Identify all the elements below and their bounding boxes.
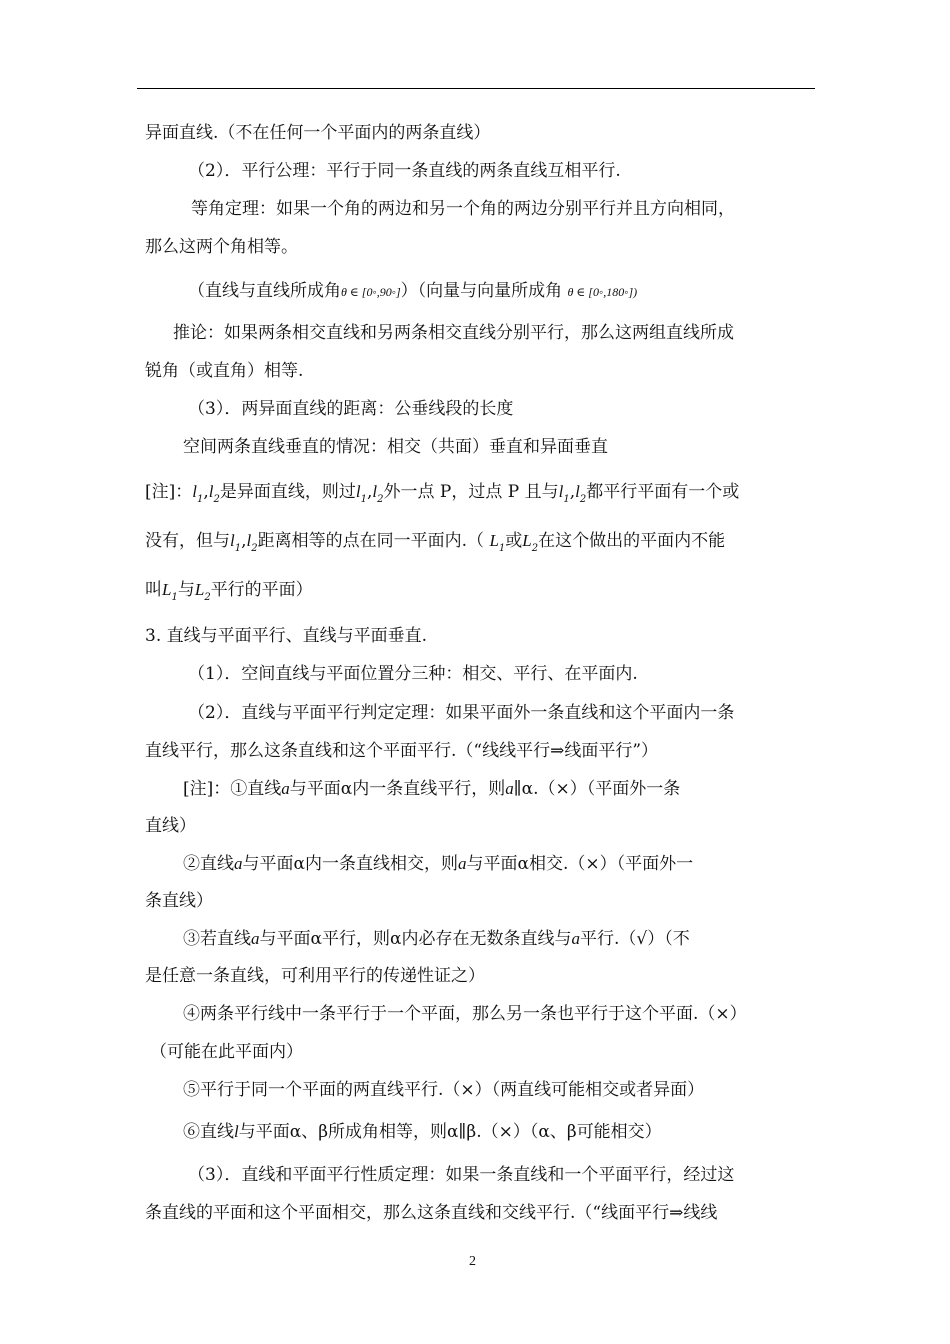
note-label: [注]： bbox=[145, 482, 193, 502]
text-line: 直线） bbox=[145, 816, 196, 836]
subscript: 2 bbox=[579, 494, 587, 505]
page-number: 2 bbox=[469, 1254, 476, 1269]
greek-alpha: α bbox=[521, 779, 534, 799]
note-item-2 bbox=[183, 853, 693, 875]
var-L: L bbox=[162, 580, 172, 599]
text-line: 条直线） bbox=[145, 891, 213, 911]
subscript: 2 bbox=[204, 592, 211, 603]
greek-alpha: α bbox=[447, 1122, 459, 1142]
text-line: 等角定理：如果一个角的两边和另一个角的两边分别平行并且方向相同， bbox=[191, 199, 735, 219]
var-L: L bbox=[489, 531, 499, 550]
text-line: （可能在此平面内） bbox=[150, 1042, 303, 1062]
text-segment: （直线与直线所成角 bbox=[188, 281, 341, 301]
text-segment: 平行的平面） bbox=[210, 580, 313, 600]
note-line bbox=[145, 481, 739, 511]
text-segment: ③若直线 bbox=[183, 929, 251, 949]
note-item-3 bbox=[183, 928, 690, 950]
greek-alpha: α bbox=[340, 779, 353, 799]
text-segment: 都平行平面有一个或 bbox=[586, 482, 740, 502]
var-a: a bbox=[234, 854, 243, 873]
var-l: l bbox=[192, 482, 197, 501]
note-line bbox=[145, 579, 313, 609]
greek-alpha: α bbox=[517, 854, 529, 874]
var-l: l bbox=[558, 482, 564, 501]
text-segment: 或 bbox=[505, 531, 523, 551]
subscript: 1 bbox=[171, 592, 178, 603]
note-item-5: ⑤平行于同一个平面的两直线平行.（×）（两直线可能相交或者异面） bbox=[183, 1080, 705, 1100]
angle-line bbox=[188, 280, 637, 303]
subscript: 2 bbox=[377, 494, 384, 505]
text-segment: 与平面 bbox=[238, 1122, 290, 1142]
comma: , bbox=[569, 482, 576, 502]
text-segment: 叫 bbox=[145, 580, 162, 600]
subscript: 2 bbox=[251, 543, 258, 554]
text-line: （2）．直线与平面平行判定定理：如果平面外一条直线和这个平面内一条 bbox=[188, 703, 735, 723]
text-line: （1）．空间直线与平面位置分三种：相交、平行、在平面内. bbox=[188, 664, 638, 684]
greek-alpha: α bbox=[538, 1122, 550, 1142]
text-line: 那么这两个角相等。 bbox=[145, 237, 298, 257]
var-l: l bbox=[372, 482, 378, 501]
greek-alpha: α bbox=[389, 929, 402, 949]
var-a: a bbox=[505, 779, 514, 798]
subscript: 2 bbox=[531, 543, 539, 554]
subscript: 1 bbox=[197, 494, 204, 505]
text-segment: .（×）（ bbox=[476, 1122, 539, 1142]
var-l: l bbox=[234, 1122, 239, 1141]
text-segment: ）（向量与向量所成角 bbox=[400, 281, 563, 301]
formula-theta-range-1: θ ∈ [0◦,90◦] bbox=[341, 285, 401, 299]
text-segment: 平行.（√）（不 bbox=[579, 929, 690, 949]
comma: , bbox=[203, 482, 209, 502]
text-segment: 在这个做出的平面内不能 bbox=[538, 531, 726, 551]
text-segment: 与 bbox=[177, 580, 195, 600]
subscript: 1 bbox=[234, 543, 242, 554]
var-l: l bbox=[575, 482, 580, 501]
text-line: 空间两条直线垂直的情况：相交（共面）垂直和异面垂直 bbox=[183, 437, 608, 457]
greek-beta: β bbox=[466, 1122, 477, 1142]
var-a: a bbox=[571, 929, 580, 948]
text-segment: 、 bbox=[549, 1122, 567, 1142]
text-segment: 内一条直线相交，则 bbox=[304, 854, 458, 874]
var-l: l bbox=[246, 531, 252, 550]
comma: , bbox=[367, 482, 373, 502]
greek-alpha: α bbox=[310, 929, 322, 949]
var-L: L bbox=[194, 580, 205, 599]
note-item-4: ④两条平行线中一条平行于一个平面，那么另一条也平行于这个平面.（×） bbox=[183, 1004, 747, 1024]
var-l: l bbox=[230, 531, 235, 550]
text-line: 直线平行，那么这条直线和这个平面平行.（“线线平行⇒线面平行”） bbox=[145, 741, 659, 761]
var-a: a bbox=[281, 779, 290, 798]
text-segment: ⑥直线 bbox=[183, 1122, 234, 1142]
text-line: 条直线的平面和这个平面相交，那么这条直线和交线平行.（“线面平行⇒线线 bbox=[145, 1203, 718, 1223]
var-L: L bbox=[522, 531, 532, 550]
text-line: （3）．两异面直线的距离：公垂线段的长度 bbox=[188, 399, 514, 419]
text-segment: 是异面直线，则过 bbox=[219, 482, 356, 502]
parallel-symbol: ∥ bbox=[513, 779, 522, 799]
parallel-symbol: ∥ bbox=[458, 1122, 467, 1142]
text-line: （2）．平行公理：平行于同一条直线的两条直线互相平行. bbox=[188, 161, 621, 181]
text-line: 推论：如果两条相交直线和另两条相交直线分别平行，那么这两组直线所成 bbox=[173, 323, 734, 343]
text-segment: 距离相等的点在同一平面内.（ bbox=[257, 531, 485, 551]
greek-beta: β bbox=[318, 1122, 329, 1142]
text-segment: [注]：①直线 bbox=[183, 779, 282, 799]
text-segment: 没有，但与 bbox=[145, 531, 230, 551]
text-segment: 与平面 bbox=[466, 854, 518, 874]
greek-beta: β bbox=[566, 1122, 577, 1142]
text-segment: 与平面 bbox=[242, 854, 294, 874]
text-segment: 内必存在无数条直线与 bbox=[401, 929, 572, 949]
comma: , bbox=[241, 531, 247, 551]
note-item-6 bbox=[183, 1121, 662, 1143]
text-line: 是任意一条直线，可利用平行的传递性证之） bbox=[145, 966, 485, 986]
text-segment: 、 bbox=[301, 1122, 319, 1142]
text-segment: 与平面 bbox=[259, 929, 311, 949]
header-rule bbox=[137, 88, 815, 89]
note-item-1 bbox=[183, 778, 680, 800]
subscript: 1 bbox=[498, 543, 506, 554]
text-segment: 与平面 bbox=[289, 779, 341, 799]
subscript: 1 bbox=[360, 494, 367, 505]
text-segment: 外一点 P，过点 P 且与 bbox=[383, 482, 559, 502]
formula-theta-range-2: θ ∈ [0◦,180◦]) bbox=[567, 285, 638, 299]
text-line: 锐角（或直角）相等. bbox=[145, 361, 304, 381]
text-line: 异面直线.（不在任何一个平面内的两条直线） bbox=[145, 123, 491, 143]
text-line: （3）．直线和平面平行性质定理：如果一条直线和一个平面平行，经过这 bbox=[188, 1165, 735, 1185]
text-segment: ②直线 bbox=[183, 854, 234, 874]
text-segment: 可能相交） bbox=[576, 1122, 662, 1142]
note-line bbox=[145, 530, 725, 560]
text-segment: 相交.（×）（平面外一 bbox=[528, 854, 694, 874]
var-a: a bbox=[251, 929, 260, 948]
text-segment: .（×）（平面外一条 bbox=[533, 779, 681, 799]
text-segment: 所成角相等，则 bbox=[328, 1122, 448, 1142]
greek-alpha: α bbox=[289, 1122, 302, 1142]
greek-alpha: α bbox=[293, 854, 305, 874]
text-segment: 内一条直线平行，则 bbox=[352, 779, 506, 799]
subscript: 2 bbox=[213, 494, 220, 505]
var-l: l bbox=[208, 482, 214, 501]
var-l: l bbox=[355, 482, 361, 501]
subscript: 1 bbox=[563, 494, 570, 505]
var-a: a bbox=[457, 854, 467, 873]
text-segment: 平行，则 bbox=[321, 929, 390, 949]
section-heading: 3. 直线与平面平行、直线与平面垂直. bbox=[145, 626, 428, 646]
